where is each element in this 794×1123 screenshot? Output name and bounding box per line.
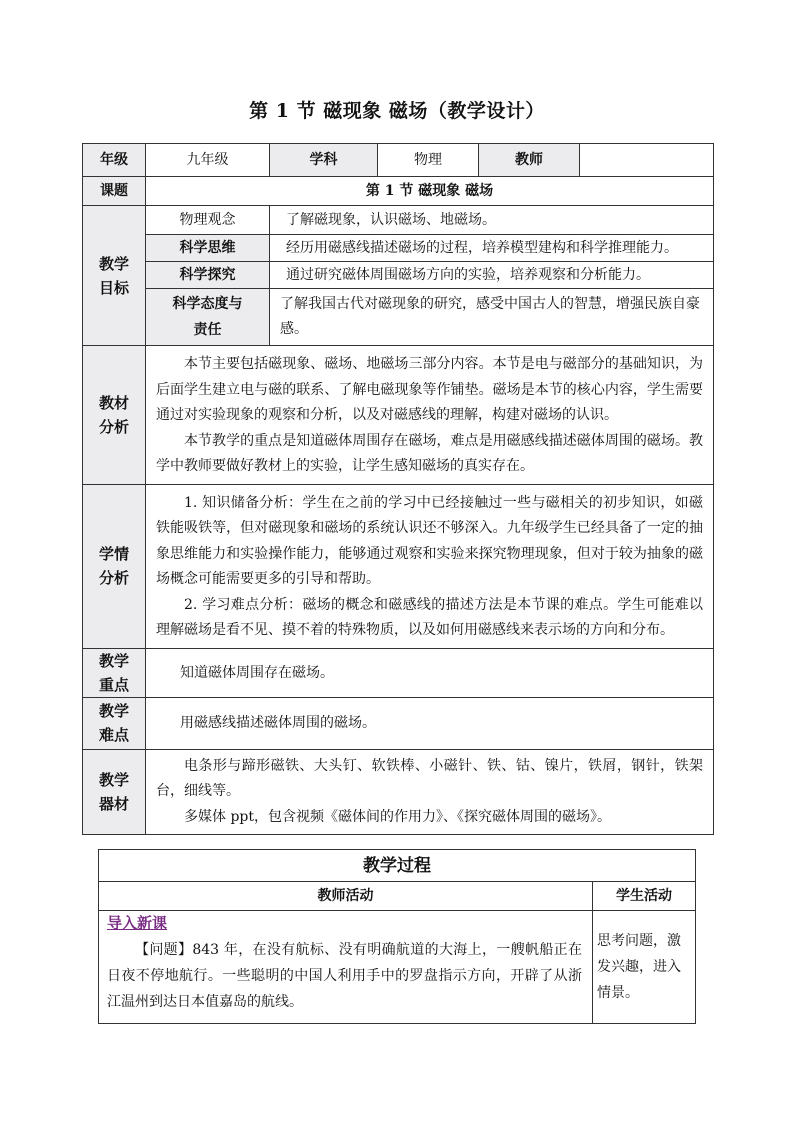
difficult-point-label xyxy=(83,697,146,749)
grade-label: 年级 xyxy=(83,144,146,177)
teaching-process-table xyxy=(98,849,696,1024)
paragraph: 本节教学的重点是知道磁体周围存在磁场，难点是用磁感线描述磁体周围的磁场。教学中教师要做好教材上的实验，让学生感知磁场的真实存在。 xyxy=(156,432,703,474)
goal-name: 物理观念 xyxy=(146,206,270,235)
equipment-label-text: 教学器材 xyxy=(98,770,129,813)
key-point-row xyxy=(83,648,714,697)
topic-label: 课题 xyxy=(83,177,146,206)
intro-question-text: 【问题】843 年，在没有航标、没有明确航道的大海上，一艘帆船正在日夜不停地航行。一些聪明的中国人利用手中的罗盘指示方向，开辟了从浙江温州到达日本值嘉岛的航线。 xyxy=(107,942,582,1010)
grade-value: 九年级 xyxy=(146,144,270,177)
paragraph: 2. 学习难点分析：磁场的概念和磁感线的描述方法是本节课的难点。学生可能难以理解磁场是看不见、摸不着的特殊物质，以及如何用磁感线来表示场的方向和分布。 xyxy=(156,596,703,638)
paragraph: 本节主要包括磁现象、磁场、地磁场三部分内容。本节是电与磁部分的基础知识，为后面学生建立电与磁的联系、了解电磁现象等作铺垫。磁场是本节的核心内容，学生需要通过对实验现象的观察和分析，以及对磁感线的理解，构建对磁场的认识。 xyxy=(156,356,703,423)
goal-text: 经历用磁感线描述磁场的过程，培养模型建构和科学推理能力。 xyxy=(270,235,714,262)
process-header-row xyxy=(99,882,696,911)
material-analysis-row xyxy=(83,346,714,485)
equipment-row xyxy=(83,749,714,835)
goal-name-text: 科学态度与责任 xyxy=(172,296,243,338)
student-activity-cell: 思考问题，激发兴趣，进入情景。 xyxy=(593,911,696,1024)
difficult-point-value: 用磁感线描述磁体周围的磁场。 xyxy=(146,697,714,749)
goal-row xyxy=(83,262,714,289)
material-analysis-label xyxy=(83,346,146,485)
goal-row xyxy=(83,235,714,262)
subject-label: 学科 xyxy=(270,144,378,177)
teacher-label: 教师 xyxy=(479,144,580,177)
process-title: 教学过程 xyxy=(99,850,696,882)
process-row xyxy=(99,911,696,1024)
goals-label-text: 教学目标 xyxy=(98,254,129,297)
goal-text: 了解磁现象，认识磁场、地磁场。 xyxy=(270,206,714,235)
key-point-label-text: 教学重点 xyxy=(98,651,129,694)
paragraph: 多媒体 ppt，包含视频《磁体间的作用力》、《探究磁体周围的磁场》。 xyxy=(184,808,611,825)
goal-name: 科学探究 xyxy=(146,262,270,289)
paragraph: 1. 知识储备分析：学生在之前的学习中已经接触过一些与磁相关的初步知识，如磁铁能吸铁等，但对磁现象和磁场的系统认识还不够深入。九年级学生已经具备了一定的抽象思维能力和实验操作能力，能够通过观察和实验来探究物理现象，但对于较为抽象的磁场概念可能需要更多的引导和帮助。 xyxy=(156,494,703,587)
student-analysis-label-text: 学情分析 xyxy=(98,545,129,587)
topic-row xyxy=(83,177,714,206)
material-analysis-content xyxy=(146,346,714,485)
difficult-point-row xyxy=(83,697,714,749)
equipment-label xyxy=(83,749,146,835)
student-activity-header: 学生活动 xyxy=(593,882,696,911)
info-row xyxy=(83,144,714,177)
document-title: 第 1 节 磁现象 磁场（教学设计） xyxy=(249,100,545,122)
topic-value: 第 1 节 磁现象 磁场 xyxy=(146,177,714,206)
goal-row xyxy=(83,206,714,235)
teacher-value xyxy=(580,144,714,177)
student-analysis-row xyxy=(83,484,714,648)
key-point-label xyxy=(83,648,146,697)
goal-row xyxy=(83,289,714,346)
goal-name: 科学思维 xyxy=(146,235,270,262)
goal-name xyxy=(146,289,270,346)
goal-text: 了解我国古代对磁现象的研究，感受中国古人的智慧，增强民族自豪感。 xyxy=(270,289,714,346)
goals-label xyxy=(83,206,146,346)
material-analysis-label-text: 教材分析 xyxy=(98,393,129,436)
equipment-content xyxy=(146,749,714,835)
key-point-value: 知道磁体周围存在磁场。 xyxy=(146,648,714,697)
intro-section-title: 导入新课 xyxy=(107,914,168,932)
student-analysis-label xyxy=(83,484,146,648)
lesson-info-table xyxy=(82,143,714,835)
difficult-point-label-text: 教学难点 xyxy=(98,702,129,744)
subject-value: 物理 xyxy=(378,144,479,177)
teacher-activity-cell xyxy=(99,911,593,1024)
paragraph: 电条形与蹄形磁铁、大头钉、软铁棒、小磁针、铁、钴、镍片，铁屑，钢针，铁架台，细线等。 xyxy=(156,757,703,799)
student-analysis-content xyxy=(146,484,714,648)
process-title-row xyxy=(99,850,696,882)
teacher-activity-header: 教师活动 xyxy=(99,882,593,911)
goal-text: 通过研究磁体周围磁场方向的实验，培养观察和分析能力。 xyxy=(270,262,714,289)
